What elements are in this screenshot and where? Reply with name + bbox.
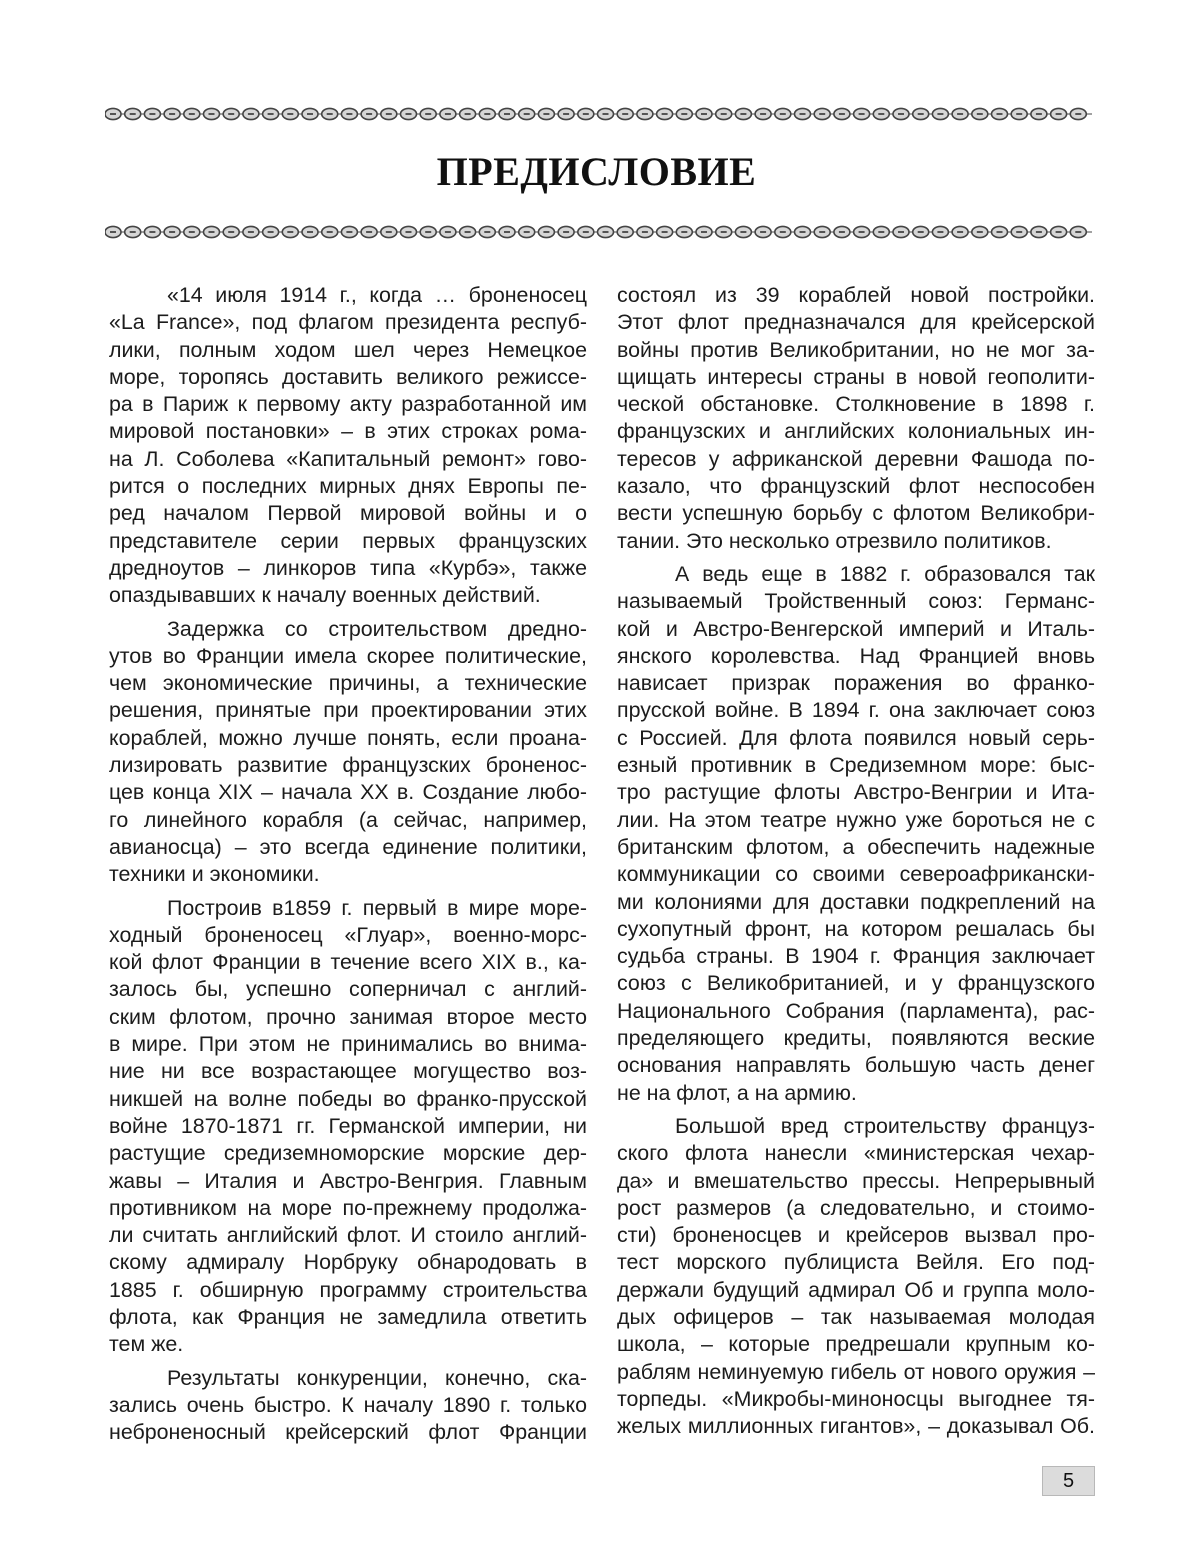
- text-line: го линейного корабля (а сейчас, например,: [109, 807, 587, 832]
- text-line: кой и Австро-Венгерской империй и Италь-: [617, 616, 1095, 641]
- text-line: ского флота нанесли «министерская чехар-: [617, 1141, 1095, 1166]
- text-line: Национального Собрания (парламента), рас-: [617, 998, 1095, 1023]
- text-line: дредноутов – линкоров типа «Курбэ», также: [109, 555, 587, 580]
- text-line: тест морского публициста Вейля. Его под-: [617, 1250, 1095, 1275]
- text-line: школа, – которые предрешали крупным ко-: [617, 1332, 1095, 1357]
- text-line: вести успешную борьбу с флотом Великобри-: [617, 501, 1095, 526]
- text-line: представителе серии первых французских: [109, 528, 587, 553]
- text-line: море, торопясь доставить великого режиссе-: [109, 364, 587, 389]
- text-line: мировой постановки» – в этих строках рома-: [109, 419, 587, 444]
- text-line: ние ни все возрастающее могущество воз-: [109, 1059, 587, 1084]
- text-line: цев конца XIX – начала XX в. Создание любо-: [109, 780, 587, 805]
- text-column-left: [109, 282, 587, 1446]
- text-line: езный противник в Средиземном море: быс-: [617, 753, 1095, 778]
- text-line: жавы – Италия и Австро-Венгрия. Главным: [109, 1168, 587, 1193]
- text-line: ским флотом, прочно занимая второе место: [109, 1004, 587, 1029]
- text-line: зались очень быстро. К началу 1890 г. только: [109, 1392, 587, 1417]
- text-line: войне 1870-1871 гг. Германской империи, ни: [109, 1113, 587, 1138]
- text-line: никшей на волне победы во франко-прусской: [109, 1086, 587, 1111]
- text-line: ли считать английский флот. И стоило англий-: [109, 1223, 587, 1248]
- text-line: утов во Франции имела скорее политические,: [109, 643, 587, 668]
- text-line: лизировать развитие французских броненос-: [109, 753, 587, 778]
- text-line: Большой вред строительству француз-: [675, 1113, 1095, 1138]
- text-column-right: [617, 282, 1095, 1440]
- text-line: судьба страны. В 1904 г. Франция заключает: [617, 944, 1095, 969]
- text-line: растущие средиземноморские морские дер-: [109, 1141, 587, 1166]
- text-line: решения, принятые при проектировании этих: [109, 698, 587, 723]
- text-line: ра в Париж к первому акту разработанной им: [109, 392, 587, 417]
- chain-ornament: [105, 105, 1092, 123]
- chain-ornament: [105, 223, 1092, 241]
- text-line: торпеды. «Микробы-миноносцы выгоднее тя-: [617, 1386, 1095, 1411]
- text-line: тересов у африканской деревни Фашода по-: [617, 446, 1095, 471]
- chain-border-top: [105, 105, 1092, 123]
- text-line: ходный броненосец «Глуар», военно-морс-: [109, 922, 587, 947]
- text-line: ред началом Первой мировой войны и о: [109, 501, 587, 526]
- text-line: рится о последних мирных днях Европы пе-: [109, 474, 587, 499]
- text-line: называемый Тройственный союз: Германс-: [617, 589, 1095, 614]
- page-title: ПРЕДИСЛОВИЕ: [436, 149, 757, 194]
- text-line: кораблей, можно лучше понять, если проана-: [109, 725, 587, 750]
- text-line: ми колониями для доставки подкреплений на: [617, 889, 1095, 914]
- text-line: «La France», под флагом президента респуб-: [109, 310, 587, 335]
- text-line: авианосца) – это всегда единение политики,: [109, 834, 587, 859]
- text-line: опаздывавших к началу военных действий.: [109, 583, 541, 608]
- text-line: «14 июля 1914 г., когда … броненосец: [167, 283, 587, 307]
- text-line: Задержка со строительством дредно-: [167, 616, 587, 641]
- text-line: лики, полным ходом шел через Немецкое: [109, 337, 587, 362]
- text-line: коммуникации со своими североафрикански-: [617, 862, 1095, 887]
- text-line: раблям неминуемую гибель от нового оружия –: [617, 1359, 1095, 1384]
- text-line: дых офицеров – так называемая молодая: [617, 1304, 1095, 1329]
- text-line: тро растущие флоты Австро-Венгрии и Ита-: [617, 780, 1095, 805]
- text-line: войны против Великобритании, но не мог за-: [617, 337, 1095, 362]
- text-line: тании. Это несколько отрезвило политиков.: [617, 528, 1052, 553]
- text-line: А ведь еще в 1882 г. образовался так: [675, 561, 1095, 586]
- text-line: Результаты конкуренции, конечно, ска-: [167, 1365, 587, 1390]
- text-line: британским флотом, а обеспечить надежные: [617, 834, 1095, 859]
- text-line: скому адмиралу Норбруку обнародовать в: [109, 1250, 587, 1275]
- text-line: рост размеров (а следовательно, и стоимо-: [617, 1195, 1095, 1220]
- page-number: 5: [1042, 1466, 1095, 1496]
- text-line: флота, как Франция не замедлила ответить: [109, 1304, 587, 1329]
- text-line: держали будущий адмирал Об и группа моло-: [617, 1277, 1095, 1302]
- text-line: неброненосный крейсерский флот Франции: [109, 1420, 587, 1445]
- text-line: нависает призрак поражения во франко-: [617, 671, 1095, 696]
- text-line: прусской войне. В 1894 г. она заключает союз: [617, 698, 1095, 723]
- text-line: сти) броненосцев и крейсеров вызвал про-: [617, 1223, 1095, 1248]
- text-line: пределяющего кредиты, появляются веские: [617, 1026, 1095, 1051]
- text-line: кой флот Франции в течение всего XIX в., ка-: [109, 950, 587, 975]
- text-line: да» и вмешательство прессы. Непрерывный: [617, 1168, 1095, 1193]
- text-line: сухопутный фронт, на котором решалась бы: [617, 916, 1095, 941]
- text-line: в мире. При этом не принимались во внима-: [109, 1032, 587, 1057]
- text-line: казало, что французский флот неспособен: [617, 474, 1095, 499]
- text-line: Построив в1859 г. первый в мире море-: [167, 895, 587, 920]
- text-line: щищать интересы страны в новой геополити-: [617, 364, 1095, 389]
- text-line: лии. На этом театре нужно уже бороться не с: [617, 807, 1095, 832]
- text-line: желых миллионных гигантов», – доказывал Об.: [617, 1414, 1095, 1439]
- text-line: чем экономические причины, а технические: [109, 671, 587, 696]
- text-line: французских и английских колониальных ин-: [617, 419, 1095, 444]
- text-line: янского королевства. Над Францией вновь: [617, 643, 1095, 668]
- text-line: основания направлять большую часть денег: [617, 1053, 1095, 1078]
- text-line: состоял из 39 кораблей новой постройки.: [617, 283, 1095, 307]
- chain-border-bottom: [105, 223, 1092, 241]
- text-line: с Россией. Для флота появился новый серь-: [617, 725, 1095, 750]
- text-line: 1885 г. обширную программу строительства: [109, 1277, 587, 1302]
- text-line: ческой обстановке. Столкновение в 1898 г.: [617, 392, 1095, 417]
- text-line: Этот флот предназначался для крейсерской: [617, 310, 1095, 335]
- text-line: на Л. Соболева «Капитальный ремонт» гово-: [109, 446, 587, 471]
- text-line: противником на море по-прежнему продолжа-: [109, 1195, 587, 1220]
- text-line: техники и экономики.: [109, 862, 320, 887]
- text-line: залось бы, успешно соперничал с англий-: [109, 977, 587, 1002]
- text-line: не на флот, а на армию.: [617, 1080, 857, 1105]
- text-line: тем же.: [109, 1332, 184, 1357]
- text-line: союз с Великобританией, и у французского: [617, 971, 1095, 996]
